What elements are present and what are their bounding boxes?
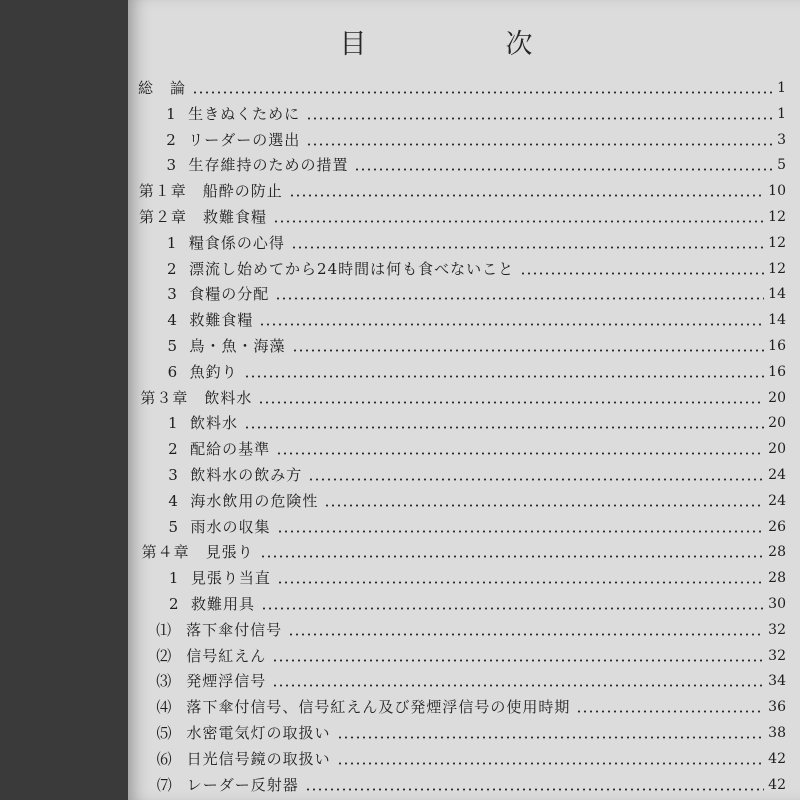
toc-entry-page-number: 28 bbox=[768, 544, 786, 561]
toc-entry bbox=[128, 463, 800, 487]
toc-entry-label: 落下傘付信号 bbox=[186, 620, 283, 639]
dot-leader bbox=[192, 91, 773, 94]
toc-entry bbox=[128, 773, 800, 797]
toc-entry bbox=[128, 102, 800, 126]
toc-entry-page-number: 38 bbox=[768, 725, 786, 741]
toc-entry-label: 配給の基準 bbox=[190, 440, 271, 459]
toc-entry-page-number: 12 bbox=[768, 209, 786, 225]
toc-entry-page-number: 3 bbox=[777, 131, 786, 148]
dot-leader bbox=[277, 530, 765, 533]
dot-leader bbox=[305, 788, 764, 791]
toc-entry-number: ⑶ bbox=[156, 672, 172, 691]
toc-entry-number: 5 bbox=[167, 337, 178, 355]
toc-entry-page-number: 16 bbox=[768, 338, 786, 354]
toc-entry bbox=[128, 76, 800, 100]
toc-entry-number: ⑸ bbox=[156, 724, 172, 742]
toc-entry bbox=[128, 179, 800, 203]
dot-leader bbox=[273, 220, 764, 223]
toc-entry bbox=[128, 644, 800, 668]
toc-entry-number: 2 bbox=[167, 259, 177, 278]
dot-leader bbox=[354, 168, 773, 171]
toc-entry-page-number: 26 bbox=[768, 518, 786, 535]
dot-leader bbox=[258, 401, 764, 404]
toc-entry bbox=[128, 411, 800, 435]
dot-leader bbox=[260, 555, 765, 558]
toc-entry-page-number: 30 bbox=[768, 596, 786, 612]
toc-entry bbox=[128, 205, 800, 229]
toc-entry bbox=[128, 695, 800, 719]
toc-entry bbox=[128, 566, 800, 590]
page-title: 目 次 bbox=[339, 29, 589, 60]
toc-entry-label: リーダーの選出 bbox=[188, 130, 301, 149]
toc-entry-number: 4 bbox=[168, 491, 178, 510]
toc-entry bbox=[128, 231, 800, 255]
toc-entry-label: 救難食糧 bbox=[189, 311, 254, 330]
dot-leader bbox=[244, 375, 765, 378]
toc-entry-label: 飲料水 bbox=[189, 414, 238, 433]
toc-entry-page-number: 42 bbox=[768, 776, 786, 793]
toc-entry-page-number: 10 bbox=[768, 183, 786, 200]
toc-entry bbox=[128, 747, 800, 771]
toc-entry-label: 第３章 飲料水 bbox=[140, 388, 253, 407]
toc-entry-page-number: 12 bbox=[768, 260, 786, 277]
toc-entry-page-number: 28 bbox=[768, 570, 786, 587]
dot-leader bbox=[275, 297, 764, 300]
dot-leader bbox=[292, 349, 765, 352]
toc-entry-label: 水密電気灯の取扱い bbox=[186, 724, 331, 742]
toc-entry-number: 1 bbox=[167, 414, 178, 433]
toc-entry-page-number: 14 bbox=[768, 312, 786, 329]
toc-entry-label: 魚釣り bbox=[189, 362, 238, 381]
toc-entry bbox=[128, 386, 800, 410]
toc-entry-label: 漂流し始めてから24時間は何も食べないこと bbox=[189, 259, 515, 278]
toc-entry-number: 3 bbox=[167, 285, 177, 304]
toc-entry-number: 1 bbox=[166, 233, 177, 252]
dot-leader bbox=[261, 607, 764, 610]
toc-entry-number: 5 bbox=[168, 517, 179, 536]
dot-leader bbox=[272, 659, 764, 662]
toc-entry-number: ⑴ bbox=[156, 620, 172, 639]
dot-leader bbox=[272, 684, 764, 687]
toc-entry bbox=[128, 128, 800, 152]
toc-entry bbox=[128, 721, 800, 745]
toc-entry-number: 2 bbox=[166, 130, 176, 149]
toc-entry-page-number: 20 bbox=[768, 389, 786, 406]
dot-leader bbox=[276, 452, 764, 455]
book-page bbox=[128, 0, 800, 800]
toc-entry-page-number: 34 bbox=[768, 673, 786, 690]
toc-entry-label: 総 論 bbox=[138, 79, 187, 97]
toc-entry-label: 見張り当直 bbox=[190, 569, 271, 588]
toc-entry-label: 鳥・魚・海藻 bbox=[189, 337, 286, 355]
toc-entry-page-number: 20 bbox=[768, 441, 786, 458]
toc-entry bbox=[128, 282, 800, 306]
toc-entry-label: 生存維持のための措置 bbox=[188, 156, 349, 175]
toc-entry-page-number: 1 bbox=[777, 105, 786, 122]
toc-entry-number: ⑷ bbox=[156, 698, 172, 717]
toc-entry bbox=[128, 515, 800, 539]
dot-leader bbox=[308, 478, 764, 481]
toc-entry-number: 2 bbox=[168, 440, 178, 459]
toc-entry-label: 海水飲用の危険性 bbox=[190, 491, 319, 510]
toc-entry-label: レーダー反射器 bbox=[186, 775, 299, 794]
dot-leader bbox=[306, 143, 773, 146]
dot-leader bbox=[337, 762, 765, 765]
toc-entry-page-number: 1 bbox=[777, 80, 786, 96]
dot-leader bbox=[244, 426, 764, 429]
toc-entry-number: 1 bbox=[166, 104, 176, 123]
toc-entry-number: 2 bbox=[169, 595, 179, 613]
toc-entry-number: 3 bbox=[166, 156, 176, 175]
toc-entry-page-number: 36 bbox=[768, 699, 786, 716]
toc-entry-label: 発煙浮信号 bbox=[186, 672, 267, 691]
toc-entry-label: 飲料水の飲み方 bbox=[190, 466, 303, 484]
dot-leader bbox=[306, 117, 773, 120]
toc-entry-number: 6 bbox=[167, 362, 178, 381]
dot-leader bbox=[520, 272, 764, 275]
dot-leader bbox=[291, 246, 764, 249]
toc-entry-label: 雨水の収集 bbox=[190, 517, 271, 536]
toc-entry bbox=[128, 334, 800, 358]
toc-entry-label: 生きぬくために bbox=[188, 104, 301, 123]
toc-entry bbox=[128, 153, 800, 177]
toc-entry-number: 1 bbox=[168, 569, 179, 588]
toc-entry-page-number: 32 bbox=[768, 647, 786, 664]
dot-leader bbox=[324, 504, 764, 507]
toc-entry-page-number: 24 bbox=[768, 467, 786, 483]
toc-entry bbox=[128, 437, 800, 461]
toc-entry-page-number: 20 bbox=[768, 415, 786, 432]
toc-entry bbox=[128, 592, 800, 616]
toc-entry-label: 糧食係の心得 bbox=[188, 233, 285, 252]
toc-entry-label: 第１章 船酔の防止 bbox=[138, 182, 283, 201]
toc-entry-page-number: 42 bbox=[768, 750, 786, 767]
dot-leader bbox=[576, 710, 764, 713]
toc-entry-page-number: 5 bbox=[777, 157, 786, 174]
toc-entry-page-number: 16 bbox=[768, 363, 786, 380]
toc-entry bbox=[128, 308, 800, 332]
toc-entry bbox=[128, 360, 800, 384]
toc-entry-page-number: 14 bbox=[768, 286, 786, 303]
toc-entry-label: 落下傘付信号、信号紅えん及び発煙浮信号の使用時期 bbox=[186, 698, 571, 717]
toc-entry-label: 日光信号鏡の取扱い bbox=[186, 749, 331, 768]
toc-entry-label: 第４章 見張り bbox=[141, 543, 254, 562]
dot-leader bbox=[289, 194, 764, 197]
toc-entry-label: 食糧の分配 bbox=[189, 285, 270, 304]
toc-entry bbox=[128, 257, 800, 281]
toc-entry bbox=[128, 489, 800, 513]
dot-leader bbox=[288, 633, 764, 636]
toc-entry-label: 第２章 救難食糧 bbox=[139, 208, 268, 226]
toc-entry-number: 3 bbox=[168, 466, 178, 484]
dot-leader bbox=[259, 323, 764, 326]
toc-entry bbox=[128, 618, 800, 642]
toc-entry-page-number: 12 bbox=[768, 234, 786, 251]
toc-entry-page-number: 32 bbox=[768, 621, 786, 638]
toc-entry-number: ⑹ bbox=[156, 749, 172, 768]
dot-leader bbox=[277, 581, 764, 584]
toc-entry-label: 救難用具 bbox=[191, 595, 256, 613]
toc-entry-number: 4 bbox=[167, 311, 177, 330]
toc-entry bbox=[128, 669, 800, 693]
toc-entry bbox=[128, 540, 800, 564]
toc-entry-number: ⑵ bbox=[156, 646, 172, 665]
toc-entry-number: ⑺ bbox=[156, 775, 172, 794]
toc-entry-page-number: 24 bbox=[768, 492, 786, 509]
dot-leader bbox=[337, 736, 765, 739]
toc-entry-label: 信号紅えん bbox=[186, 646, 267, 665]
